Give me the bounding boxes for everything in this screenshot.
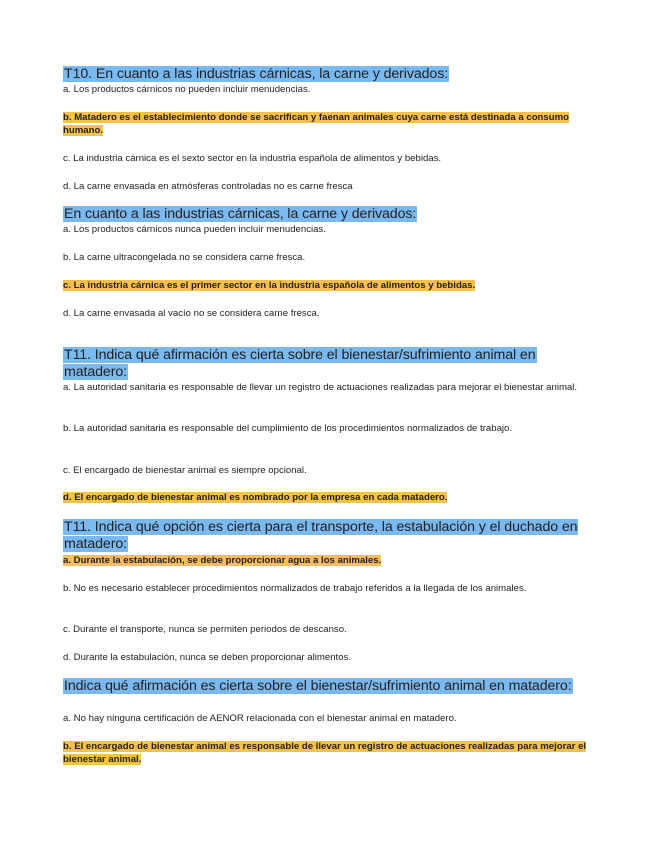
question-title: En cuanto a las industrias cárnicas, la carne y derivados: (64, 206, 417, 222)
answer-option-a: a. La autoridad sanitaria es responsable de llevar un registro de actuaciones realizadas para mejorar el bienestar animal. (63, 382, 578, 393)
answer-option-a: a. No hay ninguna certificación de AENOR relacionada con el bienestar animal en matadero. (63, 713, 457, 724)
question-title: Indica qué afirmación es cierta sobre el bienestar/sufrimiento animal en matadero: (64, 678, 572, 694)
question-title: T11. Indica qué afirmación es cierta sobre el bienestar/sufrimiento animal en matadero: (64, 347, 536, 380)
question-block-3 (63, 347, 591, 381)
question-title: T10. En cuanto a las industrias cárnicas, la carne y derivados: (64, 66, 449, 82)
answer-option-d: d. La carne envasada en atmósferas controladas no es carne fresca (63, 181, 353, 192)
question-block-1 (63, 66, 591, 83)
question-block-5 (63, 678, 591, 695)
answer-option-a-correct: a. Durante la estabulación, se debe proporcionar agua a los animales. (63, 555, 382, 566)
answer-option-c: c. Durante el transporte, nunca se permiten periodos de descanso. (63, 624, 347, 635)
answer-option-c: c. La industria cárnica es el sexto sector en la industria española de alimentos y bebidas. (63, 153, 442, 164)
answer-option-d: d. La carne envasada al vacío no se considera carne fresca. (63, 308, 320, 319)
question-title: T11. Indica qué opción es cierta para el transporte, la estabulación y el duchado en matadero: (64, 519, 578, 552)
answer-option-d-correct: d. El encargado de bienestar animal es nombrado por la empresa en cada matadero. (63, 492, 448, 503)
answer-option-b-correct: b. Matadero es el establecimiento donde se sacrifican y faenan animales cuya carne está destinada a consumo humano. (63, 112, 570, 136)
answer-option-b-correct: b. El encargado de bienestar animal es responsable de llevar un registro de actuaciones realizadas para mejorar el bienestar animal. (63, 741, 587, 765)
answer-option-b: b. La carne ultracongelada no se considera carne fresca. (63, 252, 306, 263)
answer-option-c-correct: c. La industria cárnica es el primer sector en la industria española de alimentos y bebidas. (63, 280, 476, 291)
answer-option-a: a. Los productos cárnicos nunca pueden incluir menudencias. (63, 224, 326, 235)
answer-option-d: d. Durante la estabulación, nunca se deben proporcionar alimentos. (63, 652, 351, 663)
answer-option-c: c. El encargado de bienestar animal es siempre opcional. (63, 465, 307, 476)
answer-option-b: b. La autoridad sanitaria es responsable del cumplimiento de los procedimientos normalizados de trabajo. (63, 423, 513, 434)
question-block-4 (63, 519, 591, 553)
question-block-2 (63, 206, 591, 223)
answer-option-b: b. No es necesario establecer procedimientos normalizados de trabajo referidos a la llegada de los animales. (63, 583, 527, 594)
answer-option-a: a. Los productos cárnicos no pueden incluir menudencias. (63, 84, 311, 95)
